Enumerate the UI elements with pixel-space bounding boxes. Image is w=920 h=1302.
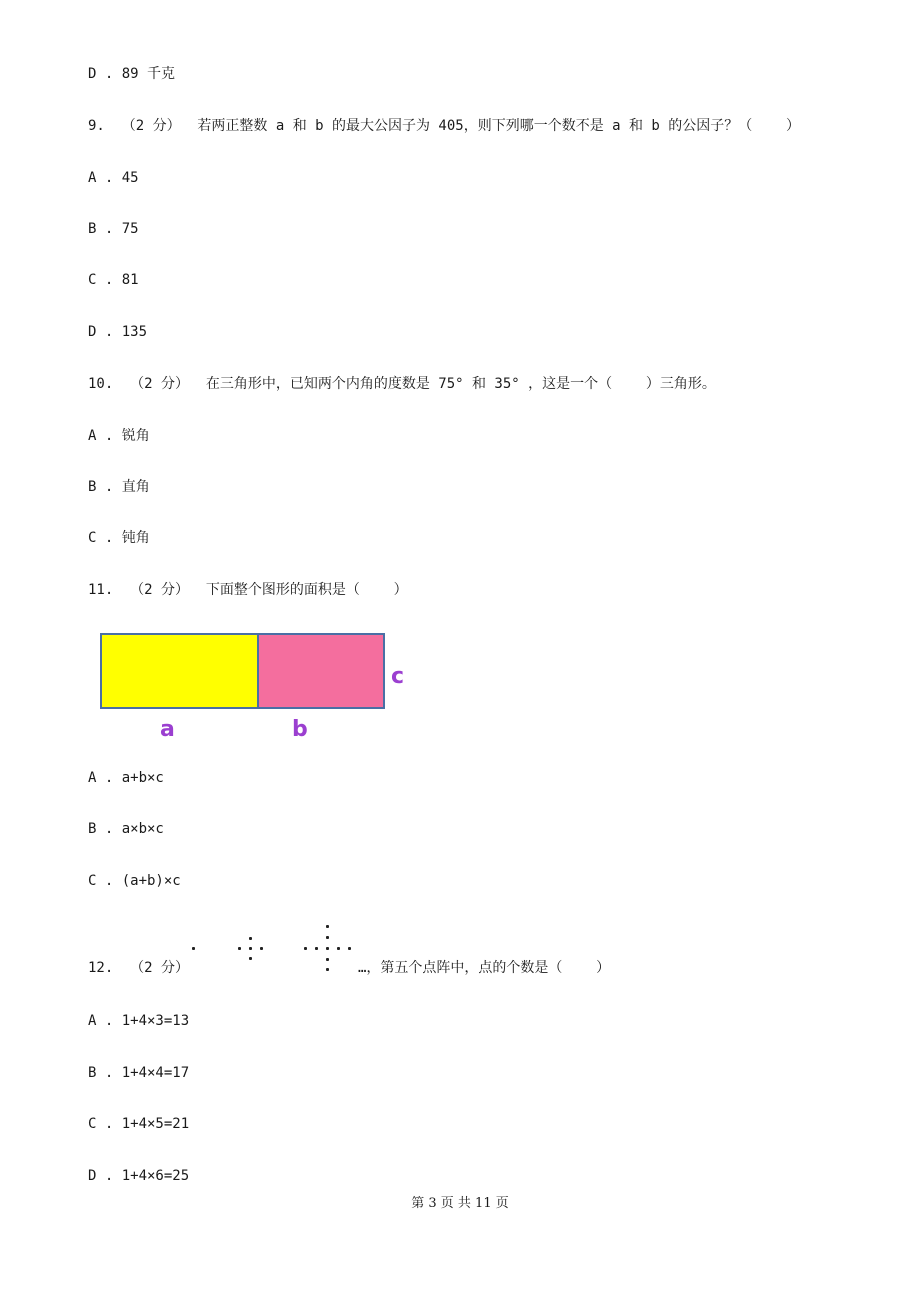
dot <box>326 958 329 961</box>
dot <box>192 947 195 950</box>
q10-option-b: B . 直角 <box>88 479 150 495</box>
dot <box>238 947 241 950</box>
q12-option-c: C . 1+4×5=21 <box>88 1116 190 1132</box>
page-footer: 第 3 页 共 11 页 <box>411 1196 509 1211</box>
dot <box>249 937 252 940</box>
q12-option-a: A . 1+4×3=13 <box>88 1013 190 1029</box>
figure-rect-b <box>257 633 385 709</box>
q12-suffix: …，第五个点阵中，点的个数是（ ） <box>358 960 611 976</box>
q11-option-c: C . (a+b)×c <box>88 873 181 889</box>
q9-option-b: B . 75 <box>88 221 139 237</box>
dot <box>315 947 318 950</box>
q11-option-a: A . a+b×c <box>88 770 164 786</box>
figure-label-c: c <box>391 664 405 689</box>
q10-option-c: C . 钝角 <box>88 530 150 546</box>
q11-stem: 11. （2 分） 下面整个图形的面积是（ ） <box>88 582 408 598</box>
dot <box>326 968 329 971</box>
q11-option-b: B . a×b×c <box>88 821 164 837</box>
figure-label-a: a <box>160 717 175 742</box>
figure-label-b: b <box>292 717 308 742</box>
figure-rect-a <box>100 633 259 709</box>
dot <box>348 947 351 950</box>
q10-option-a: A . 锐角 <box>88 428 150 444</box>
dot <box>337 947 340 950</box>
dot <box>326 925 329 928</box>
q8-option-d: D . 89 千克 <box>88 66 176 82</box>
q10-stem: 10. （2 分） 在三角形中，已知两个内角的度数是 75° 和 35° ，这是一个（ ）三角形。 <box>88 376 716 392</box>
q12-option-d: D . 1+4×6=25 <box>88 1168 190 1184</box>
q12-option-b: B . 1+4×4=17 <box>88 1065 190 1081</box>
q9-stem: 9. （2 分） 若两正整数 a 和 b 的最大公因子为 405，则下列哪一个数不是 a 和 b 的公因子？（ ） <box>88 118 801 134</box>
dot <box>260 947 263 950</box>
q9-option-d: D . 135 <box>88 324 148 340</box>
dot <box>249 957 252 960</box>
q9-option-c: C . 81 <box>88 272 139 288</box>
dot <box>249 947 252 950</box>
dot <box>326 947 329 950</box>
dot <box>304 947 307 950</box>
q9-option-a: A . 45 <box>88 170 139 186</box>
q12-number: 12. （2 分） <box>88 960 190 976</box>
dot <box>326 936 329 939</box>
